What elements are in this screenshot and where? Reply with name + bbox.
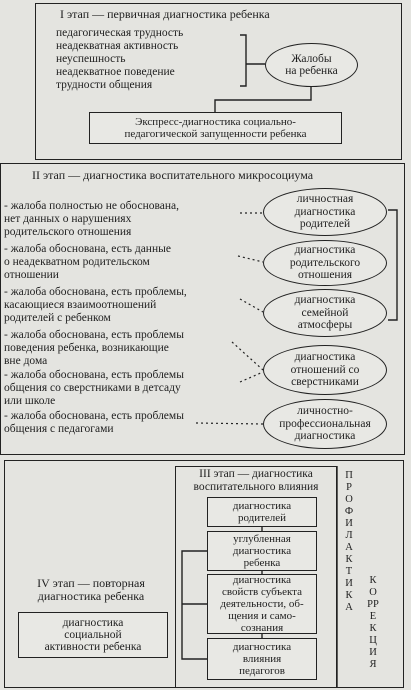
ellipse-parent-personality-label: личностная диагностика родителей [294, 193, 356, 231]
stage2-item-4: - жалоба обоснована, есть проблемы поведения ребенка, возникающие вне дома [4, 329, 184, 367]
stage1-title: I этап — первичная диагностика ребенка [60, 7, 270, 21]
correction-label: КОРРЕКЦИЯ [367, 575, 379, 670]
stage4-title: IV этап — повторная диагностика ребенка [37, 576, 145, 603]
ellipse-professional-label: личностно- профессиональная диагностика [279, 405, 371, 443]
stage1-item-5: трудности общения [56, 79, 153, 91]
ellipse-parental-attitude-label: диагностика родительского отношения [289, 244, 361, 282]
stage3-title: III этап — диагностика воспитательного влияния [193, 468, 319, 493]
stage2-item-2: - жалоба обоснована, есть данные о неадекватном родительском отношении [4, 243, 171, 281]
prevention-label: ПРОФИЛАКТИКА [344, 470, 354, 613]
ellipse-peer-relations-label: диагностика отношений со сверстниками [290, 351, 360, 389]
stage2-title: II этап — диагностика воспитательного микросоциума [32, 168, 314, 182]
stage2-item-5: - жалоба обоснована, есть проблемы общения со сверстниками в детсаду или школе [4, 369, 184, 407]
box-parents-diagnostics-label: диагностика родителей [232, 500, 292, 524]
box-teachers-influence-label: диагностика влияния педагогов [232, 641, 292, 677]
stage2-item-6: - жалоба обоснована, есть проблемы общения с педагогами [4, 410, 184, 435]
stage1-item-1: педагогическая трудность [56, 27, 184, 39]
box-subject-properties-label: диагностика свойств субъекта деятельности, об- щения и само- сознания [220, 574, 304, 634]
stage2-item-1: - жалоба полностью не обоснована, нет данных о нарушениях родительского отношения [4, 200, 179, 238]
stage1-item-3: неуспешность [56, 53, 126, 65]
ellipse-family-atmosphere-label: диагностика семейной атмосферы [294, 294, 356, 332]
complaints-label: Жалобы на ребенка [285, 52, 338, 77]
stage2-item-3: - жалоба обоснована, есть проблемы, касающиеся взаимоотношений родителей с ребенком [4, 286, 187, 324]
stage1-item-2: неадекватная активность [56, 40, 179, 52]
express-diagnostics-label: Экспресс-диагностика социально- педагогической запущенности ребенка [124, 116, 307, 140]
stage1-item-4: неадекватное поведение [56, 66, 175, 78]
box-child-deep-diagnostics-label: углубленная диагностика ребенка [232, 533, 292, 569]
box-social-activity-label: диагностика социальной активности ребенка [44, 617, 142, 653]
